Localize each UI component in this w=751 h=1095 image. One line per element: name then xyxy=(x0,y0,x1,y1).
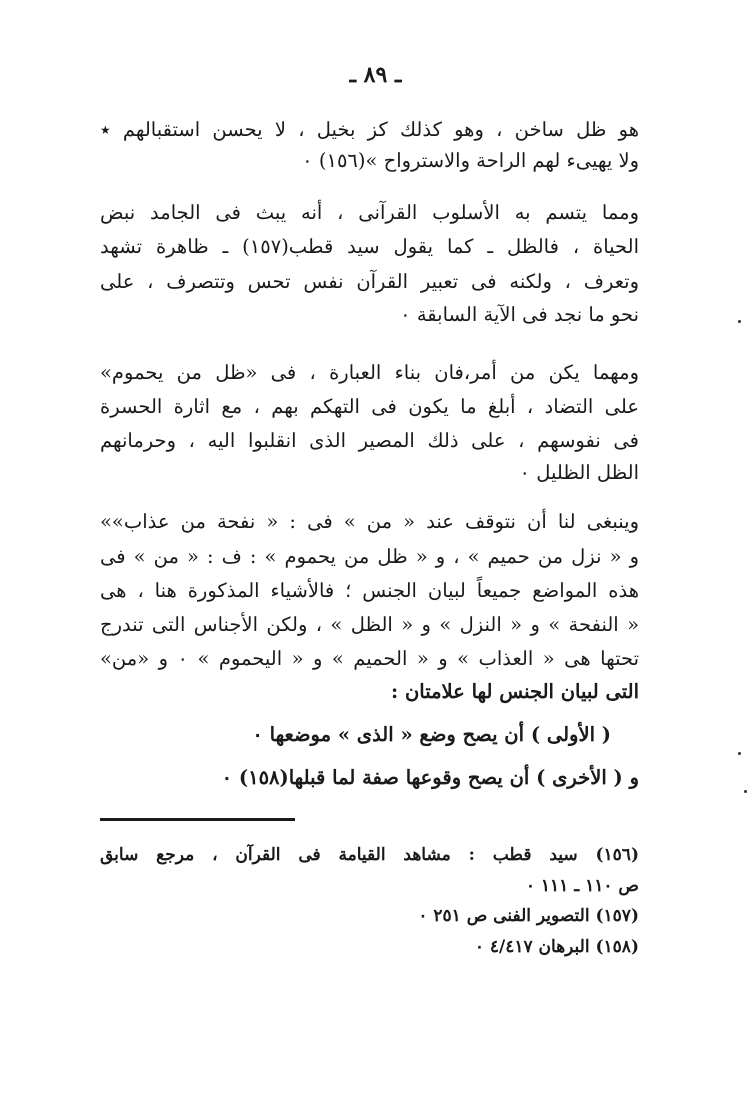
body-line-5: وتعرف ، ولكنه فى تعبير القرآن نفس تحس وتتصرف ، على xyxy=(100,270,639,293)
page-number: ـ ٨٩ ـ xyxy=(349,62,402,88)
body-line-3: ومما يتسم به الأسلوب القرآنى ، أنه يبث فى الجامد نبض xyxy=(100,201,639,224)
body-line-10: الظل الظليل ٠ xyxy=(519,461,639,484)
body-line-16: التى لبيان الجنس لها علامتان : xyxy=(390,680,639,703)
body-line-15: تحتها هى « العذاب » و « الحميم » و « اليحموم » ٠ و «من» xyxy=(100,647,639,670)
body-line-12: و « نزل من حميم » ، و « ظل من يحموم » : ف : « من » فى xyxy=(100,545,639,568)
footnote-158: (١٥٨) البرهان ٤/٤١٧ ٠ xyxy=(474,937,639,957)
footnote-156: (١٥٦) سيد قطب : مشاهد القيامة فى القرآن ، مرجع سابق xyxy=(100,845,639,865)
footnote-157: (١٥٧) التصوير الفنى ص ٢٥١ ٠ xyxy=(418,906,639,926)
body-line-2: ولا يهيىء لهم الراحة والاسترواح »(١٥٦) ٠ xyxy=(302,149,639,172)
body-line-9: فى نفوسهم ، على ذلك المصير الذى انقلبوا اليه ، وحرمانهم xyxy=(100,429,639,452)
scan-speck xyxy=(738,320,741,323)
body-line-11: وينبغى لنا أن نتوقف عند « من » فى : « نفحة من عذاب»» xyxy=(100,510,639,533)
scan-speck xyxy=(744,790,747,793)
body-line-1: هو ظل ساخن ، وهو كذلك كز بخيل ، لا يحسن استقبالهم ٭ xyxy=(100,118,639,141)
body-line-8: على التضاد ، أبلغ ما يكون فى التهكم بهم ، مع اثارة الحسرة xyxy=(100,395,639,418)
body-line-18: و ( الأخرى ) أن يصح وقوعها صفة لما قبلها(١٥٨) ٠ xyxy=(221,766,639,789)
body-line-13: هذه المواضع جميعاً لبيان الجنس ؛ فالأشياء المذكورة هنا ، هى xyxy=(100,579,639,602)
body-line-4: الحياة ، فالظل ـ كما يقول سيد قطب(١٥٧) ـ ظاهرة تشهد xyxy=(100,235,639,258)
body-line-7: ومهما يكن من أمر،فان بناء العبارة ، فى «ظل من يحموم» xyxy=(100,361,639,384)
footnote-separator xyxy=(100,818,295,821)
body-line-17: ( الأولى ) أن يصح وضع « الذى » موضعها ٠ xyxy=(252,723,611,746)
scan-speck xyxy=(738,752,741,755)
body-line-6: نحو ما نجد فى الآية السابقة ٠ xyxy=(400,303,639,326)
footnote-156-pages: ص ١١٠ ـ ١١١ ٠ xyxy=(525,876,639,896)
body-line-14: « النفحة » و « النزل » و « الظل » ، ولكن الأجناس التى تندرج xyxy=(100,613,639,636)
